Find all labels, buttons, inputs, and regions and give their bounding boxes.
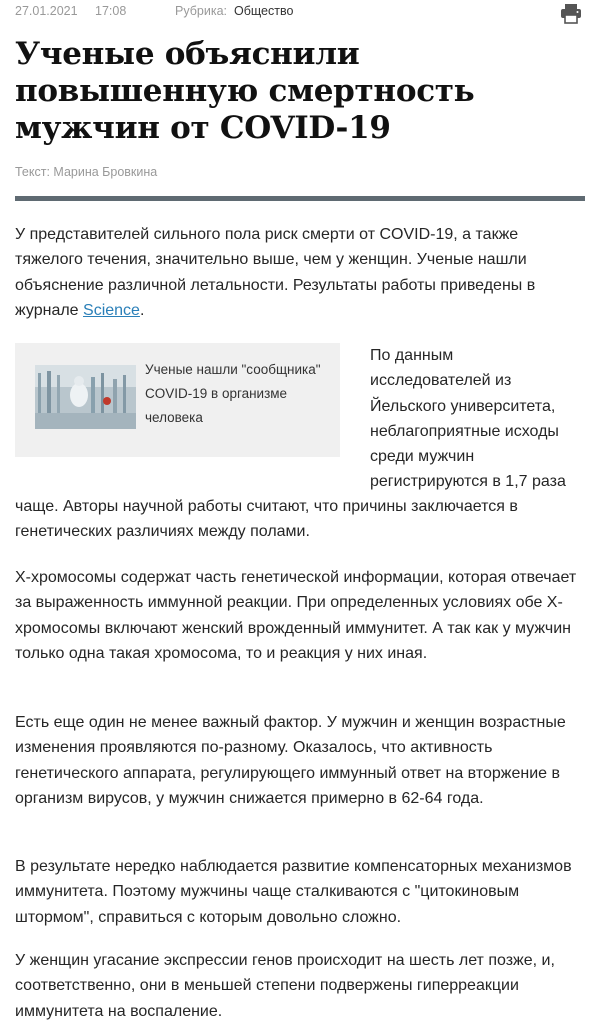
paragraph-2-line: Йельского университета, <box>370 397 556 415</box>
rubric-label: Рубрика: <box>175 4 227 18</box>
related-article-title[interactable]: Ученые нашли "сообщника" COVID-19 в организме человека <box>145 362 321 425</box>
paragraph-2-line: регистрируются в 1,7 раза <box>370 473 566 491</box>
printer-icon[interactable] <box>560 2 582 24</box>
paragraph-2-line: По данным <box>370 347 454 364</box>
science-link[interactable]: Science <box>83 301 140 319</box>
publish-date: 27.01.2021 <box>15 4 78 18</box>
paragraph-5: В результате нередко наблюдается развитие компенсаторных механизмов иммунитета. Поэтому мужчины чаще сталкиваются с "цитокиновым штормом", справиться с которым довольно сложно. <box>15 858 572 926</box>
paragraph-2-line: среди мужчин <box>370 448 475 466</box>
paragraph-1-end: . <box>139 301 145 319</box>
related-article-card[interactable] <box>15 343 340 457</box>
paragraph-1 <box>15 222 587 323</box>
publish-time: 17:08 <box>95 4 127 18</box>
related-article-image[interactable] <box>35 365 136 429</box>
paragraph-1-text: У представителей сильного пола риск смерти от COVID-19, а также тяжелого течения, значительно выше, чем у женщин. Ученые нашли объяснение различной летальности. Результаты работы приведены в журнале <box>15 226 536 319</box>
article-author: Текст: Марина Бровкина <box>15 165 158 179</box>
paragraph-2-tail: чаще. Авторы научной работы считают, что причины заключается в генетических различиях между полами. <box>15 498 518 541</box>
paragraph-2-line: исследователей из <box>370 372 512 390</box>
paragraph-2-wrap <box>370 343 585 495</box>
article-title: Ученые объяснили повышенную смертность мужчин от COVID-19 <box>15 36 475 146</box>
paragraph-4: Есть еще один не менее важный фактор. У мужчин и женщин возрастные изменения проявляются по-разному. Оказалось, что активность генетического аппарата, регулирующего иммунный ответ на вторжение в организм вирусов, у мужчин снижается примерно в 62-64 года. <box>15 714 566 807</box>
paragraph-2-line: неблагоприятные исходы <box>370 422 559 440</box>
paragraph-6: У женщин угасание экспрессии генов происходит на шесть лет позже, и, соответственно, они в меньшей степени подвержены гиперреакции иммунитета на воспаление. <box>15 952 555 1020</box>
article-meta <box>15 4 582 22</box>
paragraph-3: X-хромосомы содержат часть генетической информации, которая отвечает за выраженность иммунной реакции. При определенных условиях обе X-хромосомы включают женский врожденный иммунитет. А так как у мужчин только одна такая хромосома, то и реакция у них иная. <box>15 569 577 662</box>
title-divider <box>15 196 585 201</box>
rubric-link[interactable]: Общество <box>234 4 294 18</box>
